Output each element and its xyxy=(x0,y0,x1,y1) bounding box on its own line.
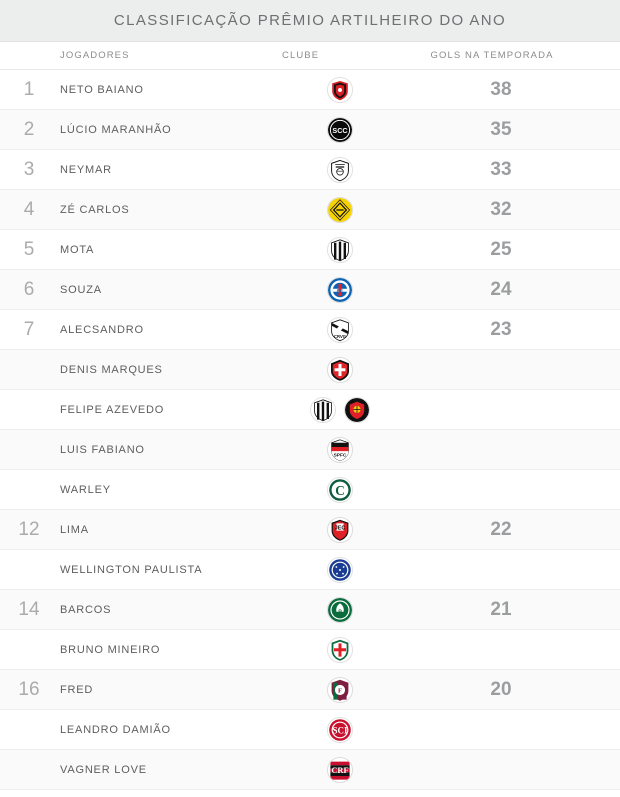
fluminense-crest-icon xyxy=(327,677,353,703)
row-player-name: LIMA xyxy=(60,523,89,536)
row-club-crests xyxy=(280,357,400,383)
ceara-crest-icon xyxy=(310,397,336,423)
svg-text:EC: EC xyxy=(336,288,344,294)
palmeiras-crest-icon xyxy=(327,597,353,623)
corinthians-crest-icon xyxy=(327,117,353,143)
svg-text:JEC: JEC xyxy=(334,524,346,531)
santacruz-crest-icon xyxy=(327,357,353,383)
table-row xyxy=(0,70,620,110)
internacional-crest-icon xyxy=(327,717,353,743)
row-position: 3 xyxy=(23,158,35,180)
table-row xyxy=(0,550,620,590)
table-row xyxy=(0,670,620,710)
table-column-headers xyxy=(0,42,620,70)
row-position: 2 xyxy=(23,118,35,140)
row-position: 7 xyxy=(23,318,35,340)
row-player-name: ALECSANDRO xyxy=(60,323,144,336)
row-player-name: FRED xyxy=(60,683,94,696)
bahia-crest-icon xyxy=(327,277,353,303)
row-player-name: ZÉ CARLOS xyxy=(60,203,130,216)
svg-text:SPFC: SPFC xyxy=(333,453,347,459)
row-club-crests xyxy=(280,517,400,543)
table-row xyxy=(0,350,620,390)
table-row xyxy=(0,270,620,310)
table-row xyxy=(0,150,620,190)
table-row xyxy=(0,310,620,350)
row-player-name: SOUZA xyxy=(60,283,102,296)
row-club-crests xyxy=(280,117,400,143)
column-header-players: JOGADORES xyxy=(60,50,130,61)
row-player-name: NEYMAR xyxy=(60,163,112,176)
table-row xyxy=(0,590,620,630)
table-row xyxy=(0,510,620,550)
table-row xyxy=(0,230,620,270)
row-position: 4 xyxy=(23,198,35,220)
table-row xyxy=(0,710,620,750)
page-title: CLASSIFICAÇÃO PRÊMIO ARTILHEIRO DO ANO xyxy=(113,12,507,29)
cruzeiro-crest-icon xyxy=(327,557,353,583)
row-goals: 38 xyxy=(490,78,512,100)
row-club-crests xyxy=(280,317,400,343)
row-goals: 20 xyxy=(490,678,512,700)
vitoria-crest-icon xyxy=(327,77,353,103)
row-club-crests xyxy=(280,157,400,183)
row-club-crests xyxy=(280,237,400,263)
row-player-name: WELLINGTON PAULISTA xyxy=(60,563,203,576)
sport-crest-icon xyxy=(344,397,370,423)
row-club-crests xyxy=(280,397,400,423)
table-row xyxy=(0,750,620,790)
row-player-name: BRUNO MINEIRO xyxy=(60,643,161,656)
table-row xyxy=(0,110,620,150)
joinville-crest-icon xyxy=(327,517,353,543)
row-club-crests xyxy=(280,477,400,503)
row-player-name: VAGNER LOVE xyxy=(60,763,147,776)
row-club-crests xyxy=(280,557,400,583)
vasco-crest-icon xyxy=(327,317,353,343)
row-player-name: LÚCIO MARANHÃO xyxy=(60,123,172,136)
row-club-crests xyxy=(280,437,400,463)
row-position: 6 xyxy=(23,278,35,300)
column-header-goals: GOLS NA TEMPORADA xyxy=(430,50,554,61)
svg-text:SCI: SCI xyxy=(332,725,348,736)
ranking-table-body xyxy=(0,70,620,790)
row-club-crests xyxy=(280,717,400,743)
row-player-name: DENIS MARQUES xyxy=(60,363,163,376)
row-goals: 32 xyxy=(490,198,512,220)
row-club-crests xyxy=(280,637,400,663)
row-player-name: BARCOS xyxy=(60,603,112,616)
table-row xyxy=(0,190,620,230)
portuguesa-crest-icon xyxy=(327,637,353,663)
ceara-crest-icon xyxy=(327,237,353,263)
row-player-name: LUIS FABIANO xyxy=(60,443,145,456)
row-club-crests xyxy=(280,277,400,303)
row-goals: 23 xyxy=(490,318,512,340)
svg-text:F: F xyxy=(337,686,343,694)
criciuma-crest-icon xyxy=(327,197,353,223)
row-goals: 33 xyxy=(490,158,512,180)
saopaulo-crest-icon xyxy=(327,437,353,463)
santos-crest-icon xyxy=(327,157,353,183)
svg-text:CRVG: CRVG xyxy=(333,333,347,339)
column-header-club: CLUBE xyxy=(282,50,320,61)
row-position: 5 xyxy=(23,238,35,260)
svg-text:C: C xyxy=(335,482,345,498)
page-header xyxy=(0,0,620,42)
svg-text:P: P xyxy=(338,609,342,616)
row-player-name: MOTA xyxy=(60,243,95,256)
row-club-crests xyxy=(280,197,400,223)
row-position: 14 xyxy=(18,598,40,620)
row-goals: 35 xyxy=(490,118,512,140)
row-goals: 25 xyxy=(490,238,512,260)
table-row xyxy=(0,430,620,470)
row-position: 12 xyxy=(18,518,40,540)
table-row xyxy=(0,390,620,430)
row-player-name: FELIPE AZEVEDO xyxy=(60,403,165,416)
table-row xyxy=(0,470,620,510)
row-position: 16 xyxy=(18,678,40,700)
row-goals: 24 xyxy=(490,278,512,300)
row-goals: 22 xyxy=(490,518,512,540)
row-club-crests xyxy=(280,757,400,783)
row-goals: 21 xyxy=(490,598,512,620)
flamengo-crest-icon xyxy=(327,757,353,783)
coritiba-crest-icon xyxy=(327,477,353,503)
table-row xyxy=(0,630,620,670)
row-club-crests xyxy=(280,597,400,623)
row-club-crests xyxy=(280,677,400,703)
row-position: 1 xyxy=(23,78,35,100)
row-player-name: LEANDRO DAMIÃO xyxy=(60,723,171,736)
row-player-name: WARLEY xyxy=(60,483,111,496)
row-club-crests xyxy=(280,77,400,103)
row-player-name: NETO BAIANO xyxy=(60,83,144,96)
svg-text:CRF: CRF xyxy=(331,765,349,775)
svg-text:SCC: SCC xyxy=(332,125,348,135)
